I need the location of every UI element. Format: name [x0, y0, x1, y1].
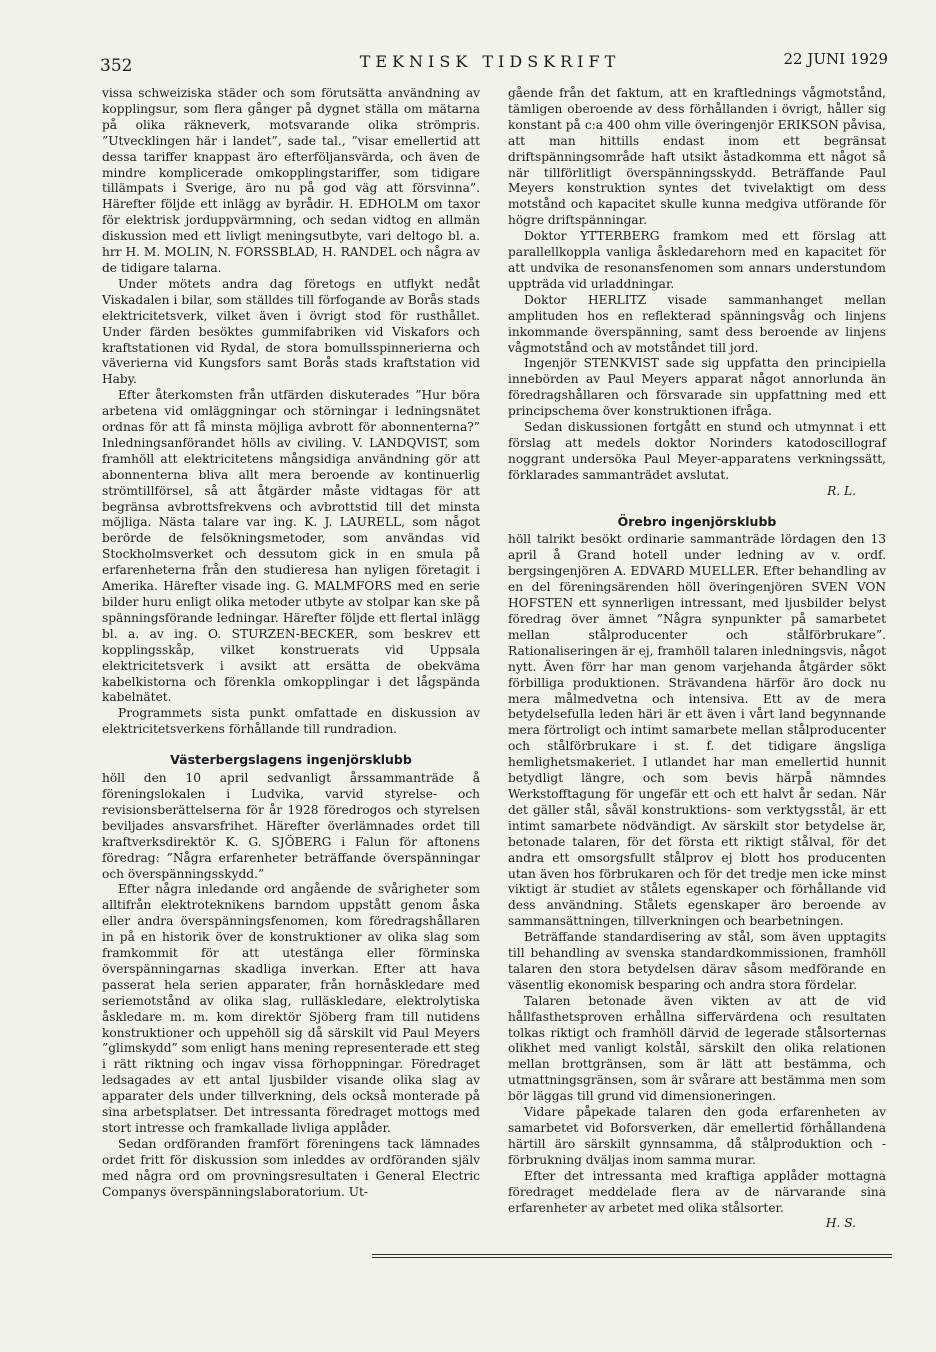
paragraph: Efter återkomsten från utfärden diskuterades ”Hur böra arbetena vid omläggningar och störningar i ledningsnätet ordnas för att få minsta möjliga avbrott för abonnenterna?” Inledningsanförandet hölls av civiling. V. LANDQVIST, som framhöll att elektricitetens mångsidiga användning gör att abonnenterna bliva allt mera beroende av kontinuerlig strömtillförsel, så att åtgärder måste vidtagas för att begränsa avbrottsfrekvens och avbrottstid till det minsta möjliga. Nästa talare var ing. K. J. LAURELL, som något berörde de felsökningsmetoder, som användas vid Stockholmsverket och dessutom gick in en smula på erfarenheterna från den studieresa han nyligen företagit i Amerika. Härefter visade ing. G. MALMFORS med en serie bilder huru enligt olika metoder utbyte av stolpar kan ske på spänningsförande ledningar. Härefter följde ett flertal inlägg bl. a. av ing. O. STURZEN-BECKER, som beskrev ett kopplingsskåp, vilket konstruerats vid Uppsala elektricitetsverk i avsikt att ersätta de obekväma kabelkistorna och förenkla omkopplingar i det lågspända kabelnätet. [102, 388, 480, 705]
issue-date: 22 JUNI 1929 [783, 50, 888, 68]
paragraph: Under mötets andra dag företogs en utflykt nedåt Viskadalen i bilar, som ställdes till förfogande av Borås stads elektricitetsverk, vilket även i övrigt stod för rusthållet. Under färden besöktes gummifabriken vid Viskafors och kraftstationen vid Rydal, de stora bomullsspinnerierna och väverierna vid Kungsfors samt Borås stads kraftstation vid Haby. [102, 276, 480, 387]
journal-title: TEKNISK TIDSKRIFT [359, 52, 621, 71]
paragraph: Doktor YTTERBERG framkom med ett förslag att parallellkoppla vanliga åskledarehorn med en kapacitet för att undvika de resonansfenomen som annars understundom uppträda vid urladdningar. [508, 229, 886, 291]
paragraph: Sedan diskussionen fortgått en stund och utmynnat i ett förslag att medels doktor Norinders katodoscillograf noggrant undersöka Paul Meyer-apparatens verkningssätt, förklarades sammanträdet avslutat. [508, 420, 886, 482]
section-heading: Västerbergslagens ingenjörsklubb [170, 752, 412, 768]
paragraph: Programmets sista punkt omfattade en diskussion av elektricitetsverkens förhållande till rundradion. [102, 706, 480, 737]
paragraph: gående från det faktum, att en kraftlednings vågmotstånd, tämligen oberoende av dess förhållanden i övrigt, håller sig konstant på c:a 400 ohm ville överingenjör ERIKSON påvisa, att man hittills endast inom ett begränsat driftspänningsområde haft utsikt åstadkomma ett något så när tillförlitligt överspänningsskydd. Beträffande Paul Meyers konstruktion syntes det tvivelaktigt om dess motstånd och kapacitet skulle kunna medgiva utförande för högre driftspänningar. [508, 86, 886, 228]
right-column [508, 86, 886, 1232]
paragraph: Efter det intressanta med kraftiga applåder mottagna föredraget meddelade flera av de närvarande sina erfarenheter av arbetet med olika stålsorter. [508, 1168, 886, 1215]
paragraph: vissa schweiziska städer och som förutsätta användning av kopplingsur, som flera gånger på dygnet ställa om mätarna på olika räkneverk, motsvarande olika strömpris. ”Utvecklingen här i landet”, sade tal., ”visar emellertid att dessa tariffer knappast äro efterföljansvärda, och även de mindre komplicerade omkopplingstariffer, som tidigare tillämpats i Sverige, äro nu på god väg att försvinna”. Härefter följde ett inlägg av byrådir. H. EDHOLM om taxor för elektrisk jorduppvärmning, och sedan vidtog en allmän diskussion med ett livligt meningsutbyte, vari deltogo bl. a. hrr H. M. MOLIN, N. FORSSBLAD, H. RANDEL och några av de tidigare talarna. [102, 86, 480, 275]
paragraph: Talaren betonade även vikten av att de vid hållfasthetsproven erhållna siffervärdena och resultaten tolkas riktigt och framhöll därvid de legerade stålsorternas olikhet med vanligt kolstål, särskilt den olika relationen mellan brottgränsen, som är lätt att bestämma, och utmattningsgränsen, som är svårare att bestämma men som bör läggas till grund vid dimensioneringen. [508, 993, 886, 1104]
page-number: 352 [100, 56, 133, 76]
author-signature: H. S. [825, 1216, 856, 1231]
author-signature: R. L. [827, 483, 856, 498]
page-header [92, 48, 888, 76]
paragraph: höll den 10 april sedvanligt årssammanträde å föreningslokalen i Ludvika, varvid styrelse- och revisionsberättelserna för år 1928 föredrogos och styrelsen beviljades ansvarsfrihet. Härefter överlämnades ordet till kraftverksdirektör K. G. SJÖBERG i Falun för aftonens föredrag: ”Några erfarenheter beträffande överspänningar och överspänningsskydd.” [102, 771, 480, 881]
paragraph: Beträffande standardisering av stål, som även upptagits till behandling av svenska standardkommissionen, framhöll talaren den stora betydelsen därav såsom medförande en väsentlig ekonomisk besparing och andra stora fördelar. [508, 930, 886, 992]
section-heading: Örebro ingenjörsklubb [617, 513, 777, 529]
paragraph: Sedan ordföranden framfört föreningens tack lämnades ordet fritt för diskussion som inleddes av ordföranden själv med några ord om provningsresultaten i General Electric Companys överspänningslaboratorium. Ut- [102, 1136, 480, 1199]
paragraph: höll talrikt besökt ordinarie sammanträde lördagen den 13 april å Grand hotell under ledning av v. ordf. bergsingenjören A. EDVARD MUELLER. Efter behandling av en del föreningsärenden höll överingenjören SVEN VON HOFSTEN ett synnerligen intressant, med ljusbilder belyst föredrag över ämnet ”Några synpunkter på samarbetet mellan stålproducenter och stålförbrukare”. Rationaliseringen är ej, framhöll talaren inledningsvis, något nytt. Även förr har man genom varjehanda åtgärder sökt förbilliga produktionen. Strävandena härför äro dock nu mera målmedvetna och intensiva. Ett av de mera betydelsefulla leden häri är ett även i vårt land begynnande mera förtroligt och intimt samarbete mellan stålproducenter och stålförbrukare i st. f. det tidigare ängsliga hemlighetsmakeriet. I utlandet har man emellertid hunnit betydligt längre, och som bevis härpå nämndes Werkstofftagung för ungefär ett och ett halvt år sedan. När det gäller stål, såväl konstruktions- som verktygsstål, är ett intimt samarbete nödvändigt. Av särskilt stor betydelse är, betonade talaren, för det första ett riktigt stålval, för det andra ett omsorgsfullt stålprov ej blott hos producenten utan även hos förbrukaren och för det tredje men icke minst viktigt är studiet av stålets egenskaper och förhållande vid dess användning. Stålets egenskaper äro beroende av sammansättningen, tillverkningen och bearbetningen. [508, 532, 886, 929]
paragraph: Vidare påpekade talaren den goda erfarenheten av samarbetet vid Boforsverken, där emellertid förhållandena härtill äro särskilt gynnsamma, då stålproduktion och -förbrukning dväljas inom samma murar. [508, 1105, 886, 1167]
bottom-rule [372, 1254, 892, 1258]
paragraph: Doktor HERLITZ visade sammanhanget mellan amplituden hos en reflekterad spänningsvåg och linjens inkommande överspänning, samt dess beroende av linjens vågmotstånd och av motståndet till jord. [508, 292, 886, 355]
paragraph: Efter några inledande ord angående de svårigheter som alltifrån elektroteknikens barndom uppstått genom åska eller andra överspänningsfenomen, kom föredragshållaren in på en historik över de konstruktioner av olika slag som framkommit för att utestänga eller förminska överspänningarnas skadliga inverkan. Efter att hava passerat hela serien apparater, från hornåskledare med seriemotstånd av olika slag, rulläskledare, elektrolytiska åskledare m. m. kom direktör Sjöberg fram till nutidens konstruktioner och uppehöll sig då särskilt vid Paul Meyers ”glimskydd” som enligt hans mening representerade ett steg i rätt riktning och ingav vissa förhoppningar. Föredraget ledsagades av ett antal ljusbilder visande olika slag av apparater dels under tillverkning, dels också monterade på sina arbetsplatser. Det intressanta föredraget mottogs med stort intresse och framkallade livliga applåder. [102, 882, 480, 1135]
paragraph: Ingenjör STENKVIST sade sig uppfatta den principiella innebörden av Paul Meyers apparat något annorlunda än föredragshållaren och försvarade sin uppfattning med ett principschema över konstruktionen ifråga. [508, 356, 886, 419]
left-column [102, 86, 480, 1201]
